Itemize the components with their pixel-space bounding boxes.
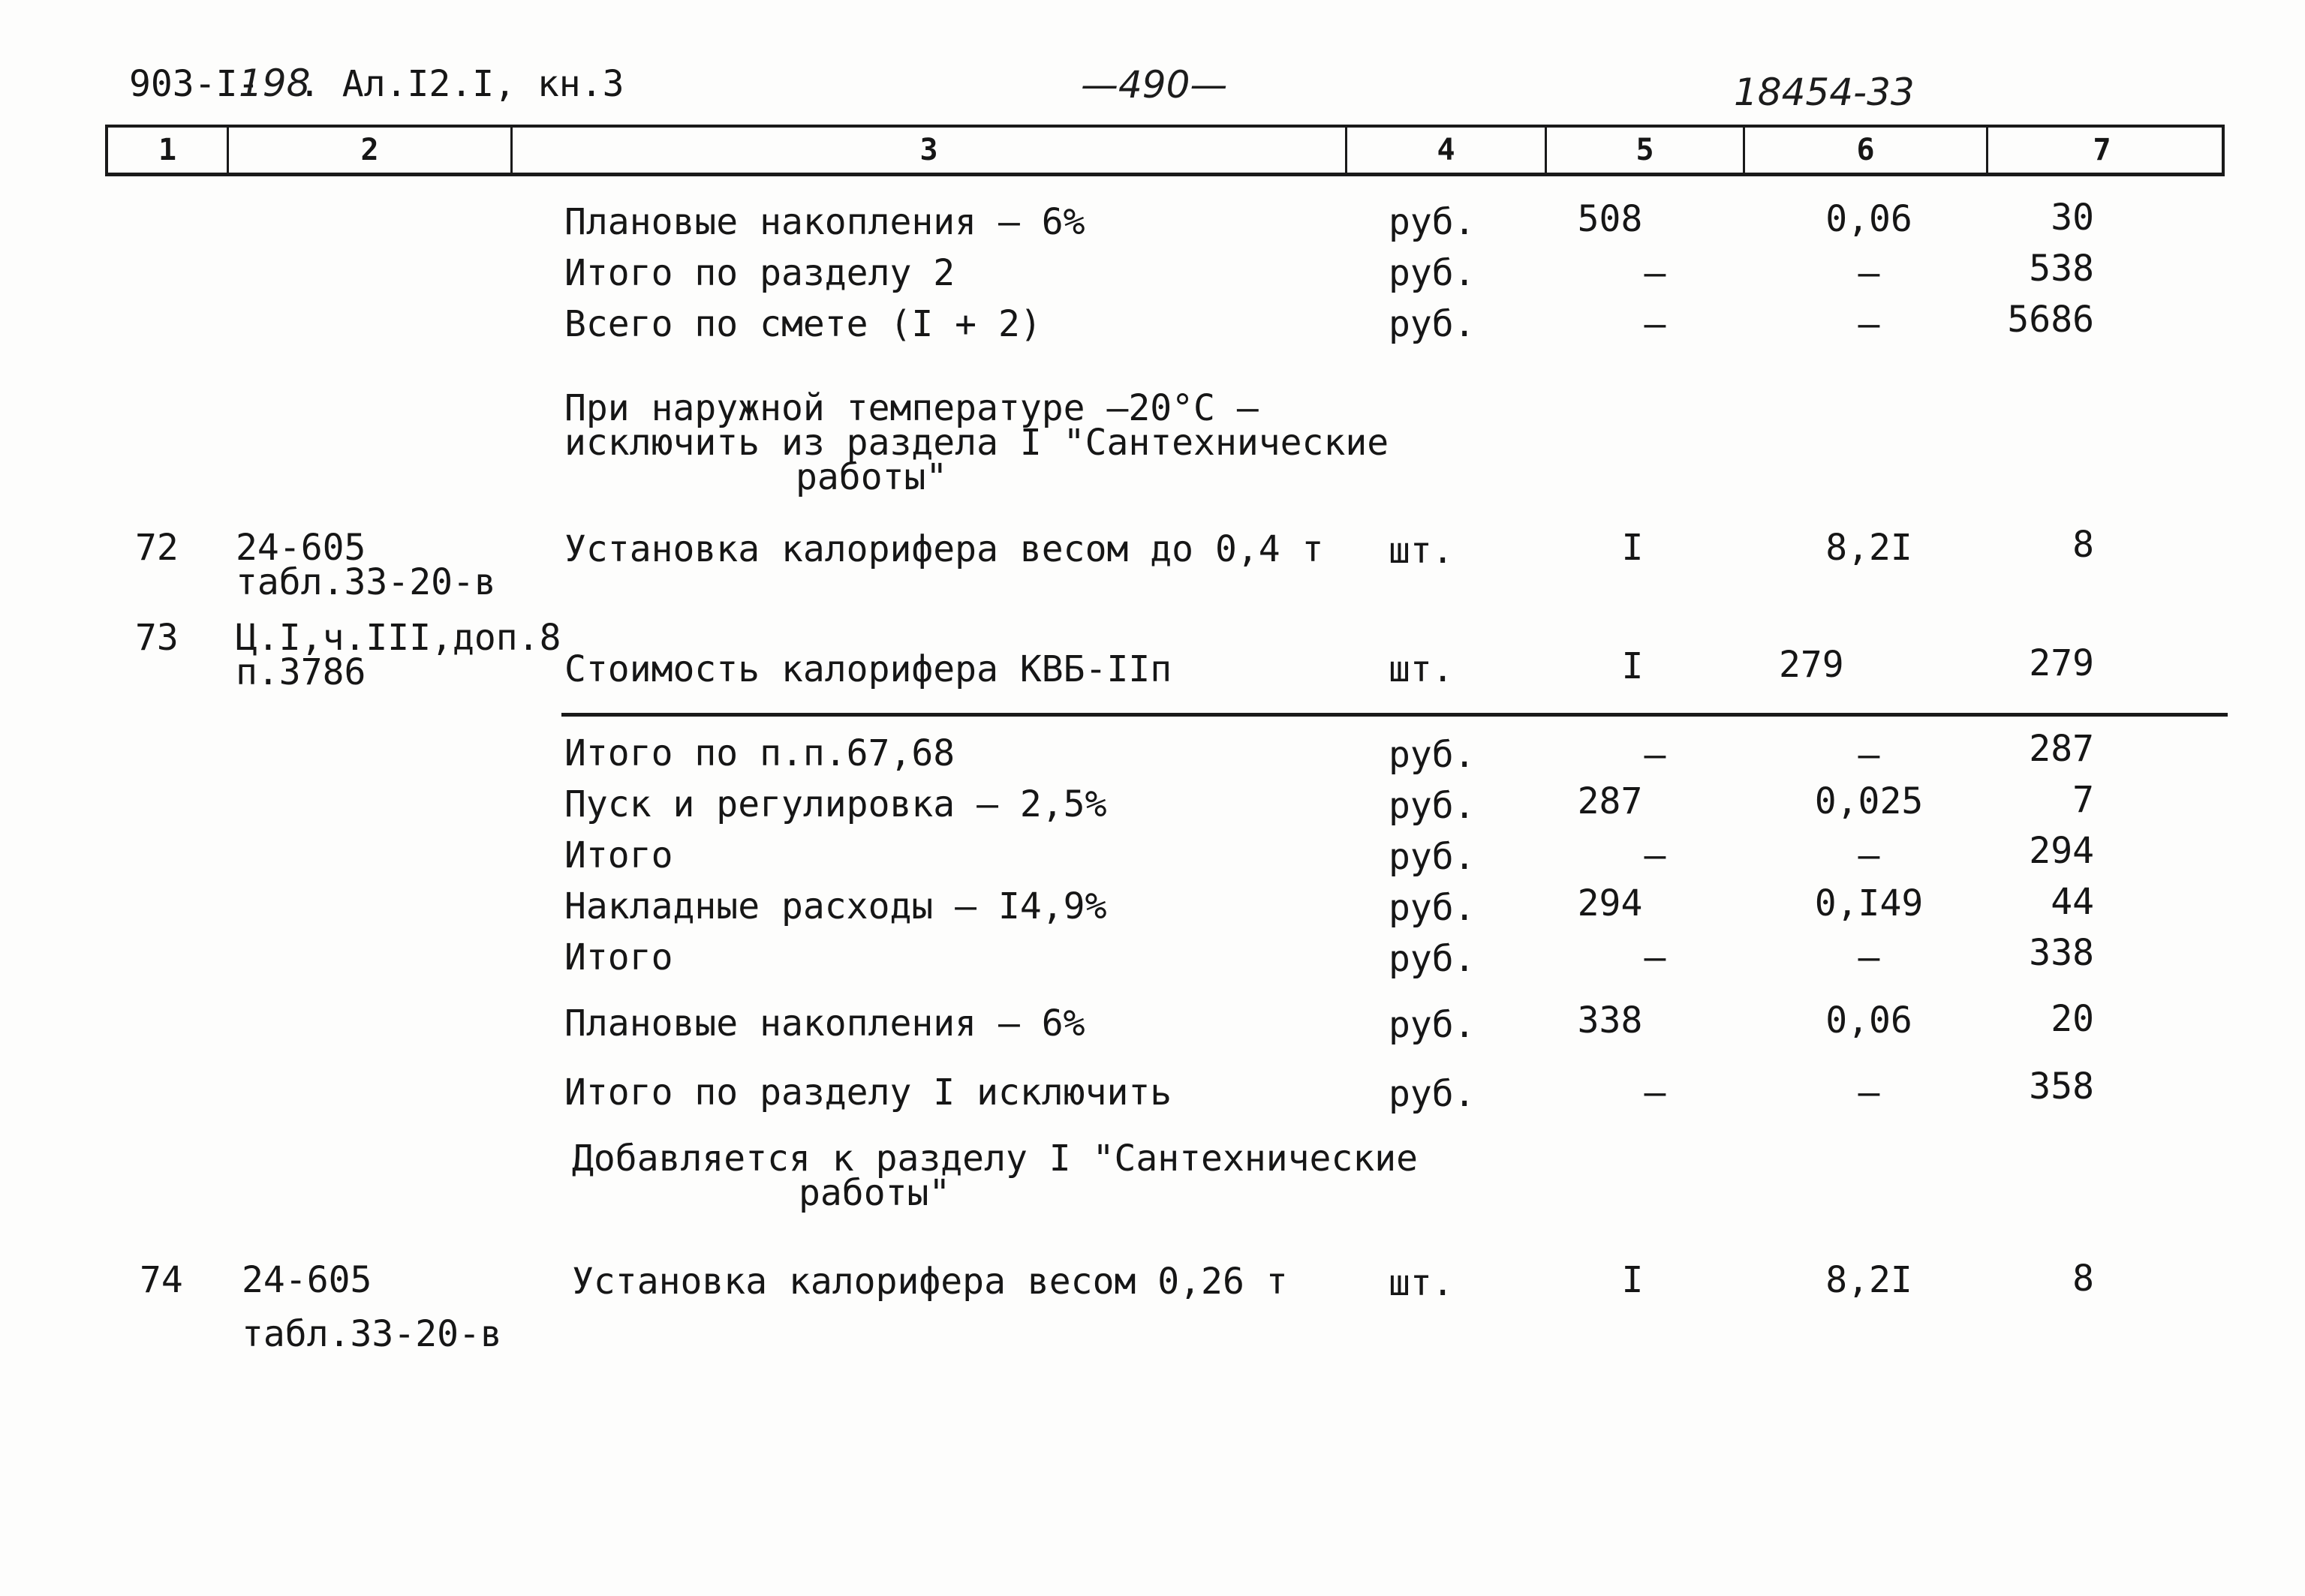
row-sum: 287 [2029, 728, 2094, 770]
row-qty: I [1621, 527, 1644, 569]
row-base: 338 [1577, 999, 1643, 1041]
row-base: 294 [1577, 882, 1643, 924]
row-name: Плановые накопления – 6% [564, 201, 1085, 243]
doc-code: 903-I- [129, 63, 260, 105]
col-header-2: 2 [360, 133, 379, 167]
row-unit: руб. [1389, 938, 1476, 980]
row-sum: 5686 [2007, 299, 2094, 341]
row-base: – [1644, 734, 1666, 776]
note-line: исключить из раздела I "Сантехнические [564, 422, 1389, 464]
row-unit: шт. [1389, 648, 1454, 690]
row-sum: 7 [2072, 779, 2094, 821]
row-unit: руб. [1389, 836, 1476, 878]
row-name: Накладные расходы – I4,9% [564, 885, 1107, 927]
row-code: 24-605 [242, 1259, 372, 1301]
row-rate: 0,06 [1825, 198, 1912, 240]
row-number: 72 [135, 527, 179, 569]
row-unit: шт. [1389, 530, 1454, 572]
row-unit: руб. [1389, 887, 1476, 929]
row-unit: руб. [1389, 252, 1476, 294]
row-rate: 0,I49 [1814, 882, 1924, 924]
col-header-6: 6 [1856, 133, 1875, 167]
row-rate: – [1858, 936, 1880, 978]
note-line: Добавляется к разделу I "Сантехнические [572, 1138, 1419, 1180]
row-name: Установка калорифера весом до 0,4 т [564, 528, 1324, 570]
row-name: Итого по п.п.67,68 [564, 732, 955, 774]
row-code: Ц.I,ч.III,доп.8 [236, 617, 561, 659]
col-header-7: 7 [2093, 133, 2111, 167]
row-base: – [1644, 252, 1666, 294]
row-base: – [1644, 834, 1666, 876]
row-name: Итого по разделу I исключить [564, 1072, 1172, 1114]
row-name: Итого по разделу 2 [564, 252, 955, 294]
row-code-item: п.3786 [236, 651, 366, 693]
row-base: – [1644, 1072, 1666, 1114]
col-header-1: 1 [158, 133, 177, 167]
row-sum: 338 [2029, 932, 2094, 974]
row-base: – [1644, 303, 1666, 345]
row-sum: 8 [2072, 1258, 2094, 1300]
row-name: Стоимость калорифера КВБ-IIп [564, 648, 1172, 690]
row-code: 24-605 [236, 527, 366, 569]
row-qty: I [1621, 645, 1644, 687]
row-unit: руб. [1389, 1004, 1476, 1046]
note-line: При наружной температуре –20°С – [564, 387, 1259, 429]
row-name: Всего по смете (I + 2) [564, 303, 1042, 345]
page-number: —490— [1081, 63, 1228, 107]
row-rate: – [1858, 734, 1880, 776]
row-name: Итого [564, 834, 673, 876]
note-line: работы" [796, 456, 948, 498]
row-code-table: табл.33-20-в [242, 1313, 502, 1355]
row-number: 74 [140, 1259, 183, 1301]
row-unit: руб. [1389, 785, 1476, 827]
row-base: – [1644, 936, 1666, 978]
row-rate: 0,06 [1825, 999, 1912, 1041]
row-sum: 30 [2051, 197, 2094, 239]
row-sum: 358 [2029, 1066, 2094, 1108]
doc-code-handwritten: 198 [239, 62, 311, 105]
row-sum: 44 [2051, 881, 2094, 923]
note-line: работы" [799, 1172, 951, 1214]
row-sum: 20 [2051, 998, 2094, 1040]
row-sum: 8 [2072, 524, 2094, 566]
row-rate: – [1858, 1072, 1880, 1114]
row-sum: 538 [2029, 248, 2094, 290]
row-unit: шт. [1389, 1262, 1454, 1304]
col-header-5: 5 [1635, 133, 1654, 167]
row-unit: руб. [1389, 303, 1476, 345]
row-base: 287 [1577, 780, 1643, 822]
row-number: 73 [135, 617, 179, 659]
row-rate: – [1858, 252, 1880, 294]
col-header-3: 3 [919, 133, 938, 167]
row-name: Пуск и регулировка – 2,5% [564, 783, 1107, 825]
row-rate: – [1858, 834, 1880, 876]
section-divider [561, 713, 2228, 717]
row-sum: 279 [2029, 642, 2094, 684]
doc-suffix: . Ал.I2.I, кн.3 [299, 63, 624, 105]
row-name: Итого [564, 936, 673, 978]
row-price: 8,2I [1825, 1259, 1912, 1301]
row-rate: 0,025 [1814, 780, 1924, 822]
row-rate: – [1858, 303, 1880, 345]
row-name: Плановые накопления – 6% [564, 1002, 1085, 1044]
row-unit: руб. [1389, 1073, 1476, 1115]
row-unit: руб. [1389, 734, 1476, 776]
archive-number: 18454-33 [1734, 71, 1915, 114]
row-name: Установка калорифера весом 0,26 т [572, 1261, 1288, 1303]
row-qty: I [1621, 1259, 1644, 1301]
row-base: 508 [1577, 198, 1643, 240]
row-sum: 294 [2029, 830, 2094, 872]
row-price: 279 [1779, 644, 1844, 686]
col-header-4: 4 [1437, 133, 1455, 167]
row-code-table: табл.33-20-в [236, 561, 496, 603]
row-unit: руб. [1389, 201, 1476, 243]
row-price: 8,2I [1825, 527, 1912, 569]
